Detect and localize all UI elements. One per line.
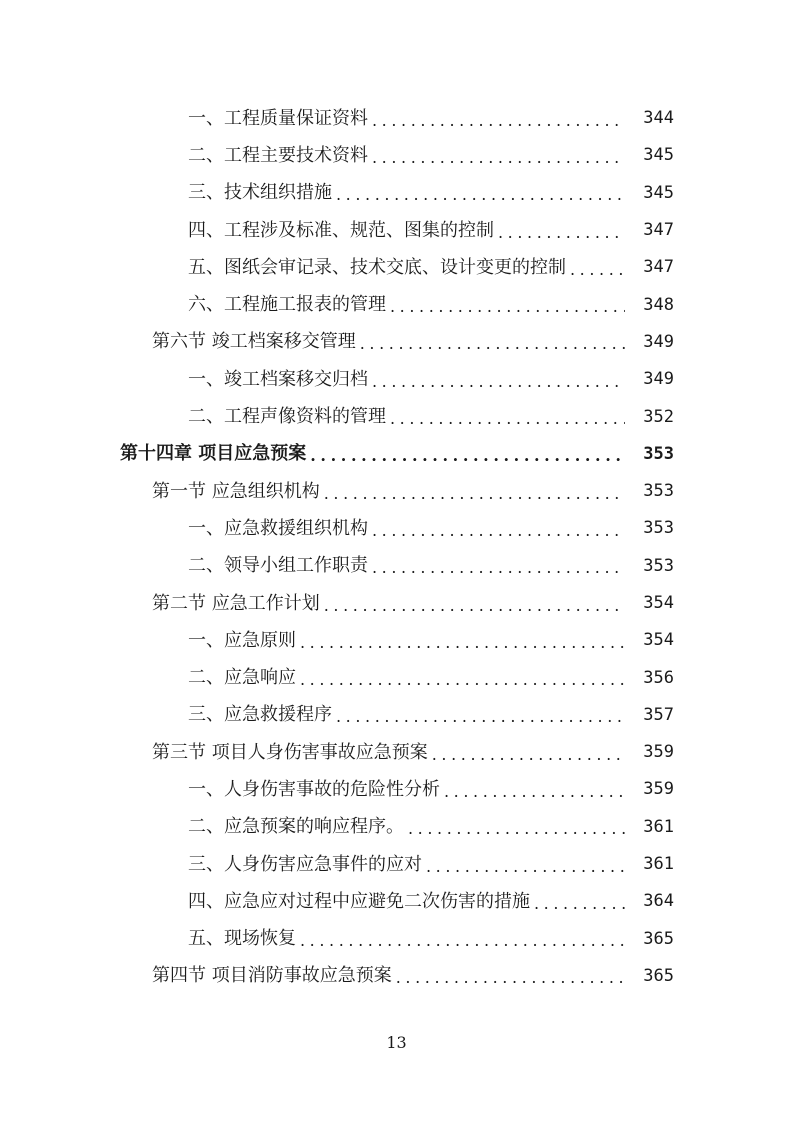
toc-entry-item[interactable]: [0, 659, 793, 696]
dot-leader: [372, 113, 625, 129]
dot-leader: [396, 970, 625, 986]
toc-entry-page: 347: [643, 220, 674, 241]
dot-leader: [444, 784, 625, 800]
dot-leader: [300, 635, 625, 651]
toc-entry-item[interactable]: [0, 697, 793, 734]
toc-entry-page: 354: [643, 630, 674, 651]
dot-leader: [372, 374, 625, 390]
toc-entry-title: 二、工程声像资料的管理: [188, 406, 386, 428]
toc-entry-title: 第二节 应急工作计划: [152, 592, 320, 614]
toc-entry-title: 五、图纸会审记录、技术交底、设计变更的控制: [188, 256, 566, 278]
toc-entry-title: 二、应急响应: [188, 667, 296, 689]
toc-entry-item[interactable]: [0, 622, 793, 659]
toc-entry-item[interactable]: [0, 510, 793, 547]
toc-entry-item[interactable]: [0, 921, 793, 958]
dot-leader: [372, 150, 625, 166]
toc-entry-item[interactable]: [0, 286, 793, 323]
dot-leader: [408, 821, 625, 837]
toc-entry-page: 365: [643, 928, 674, 949]
toc-entry-section[interactable]: [0, 958, 793, 995]
toc-entry-page: 359: [643, 779, 674, 800]
toc-entry-page: 356: [643, 667, 674, 688]
dot-leader: [498, 225, 625, 241]
toc-entry-title: 一、应急救援组织机构: [188, 517, 368, 539]
toc-entry-item[interactable]: [0, 137, 793, 174]
dot-leader: [336, 709, 625, 725]
toc-entry-title: 三、应急救援程序: [188, 704, 332, 726]
toc-entry-page: 347: [643, 257, 674, 278]
toc-entry-title: 四、工程涉及标准、规范、图集的控制: [188, 219, 494, 241]
dot-leader: [390, 411, 625, 427]
table-of-contents: [0, 100, 793, 995]
page-number: 13: [386, 1033, 407, 1052]
toc-entry-page: 345: [643, 182, 674, 203]
toc-entry-page: 353: [643, 481, 674, 502]
dot-leader: [336, 187, 625, 203]
toc-entry-section[interactable]: [0, 473, 793, 510]
toc-entry-item[interactable]: [0, 548, 793, 585]
toc-entry-item[interactable]: [0, 361, 793, 398]
toc-entry-title: 三、技术组织措施: [188, 182, 332, 204]
toc-entry-item[interactable]: [0, 249, 793, 286]
dot-leader: [372, 560, 625, 576]
dot-leader: [324, 486, 625, 502]
toc-entry-page: 354: [643, 593, 674, 613]
toc-entry-page: 349: [643, 369, 674, 390]
toc-entry-item[interactable]: [0, 175, 793, 212]
dot-leader: [310, 448, 625, 464]
toc-entry-title: 第四节 项目消防事故应急预案: [152, 965, 392, 987]
toc-entry-chapter[interactable]: [0, 436, 793, 473]
toc-entry-title: 第六节 竣工档案移交管理: [152, 331, 356, 353]
toc-entry-section[interactable]: [0, 734, 793, 771]
toc-entry-page: 361: [643, 854, 674, 875]
toc-entry-title: 三、人身伤害应急事件的应对: [188, 853, 422, 875]
dot-leader: [534, 896, 625, 912]
toc-entry-item[interactable]: [0, 398, 793, 435]
toc-entry-page: 353: [643, 555, 674, 576]
toc-entry-page: 357: [643, 704, 674, 725]
toc-entry-title: 二、工程主要技术资料: [188, 144, 368, 166]
toc-entry-title: 一、竣工档案移交归档: [188, 368, 368, 390]
toc-entry-title: 五、现场恢复: [188, 928, 296, 950]
toc-entry-title: 一、工程质量保证资料: [188, 107, 368, 129]
toc-entry-item[interactable]: [0, 809, 793, 846]
toc-entry-item[interactable]: [0, 100, 793, 137]
toc-entry-page: 344: [643, 108, 674, 129]
toc-entry-page: 345: [643, 145, 674, 166]
toc-entry-page: 353: [643, 443, 674, 464]
toc-entry-title: 一、人身伤害事故的危险性分析: [188, 778, 440, 800]
toc-entry-page: 352: [643, 406, 674, 427]
toc-entry-title: 二、应急预案的响应程序。: [188, 816, 404, 838]
dot-leader: [570, 262, 625, 278]
dot-leader: [432, 747, 625, 763]
toc-entry-page: 353: [643, 518, 674, 539]
toc-entry-page: 364: [643, 891, 674, 912]
toc-entry-page: 361: [643, 816, 674, 837]
toc-entry-page: 365: [643, 965, 674, 986]
toc-entry-section[interactable]: [0, 324, 793, 361]
toc-entry-item[interactable]: [0, 212, 793, 249]
toc-entry-item[interactable]: [0, 846, 793, 883]
toc-entry-title: 第十四章 项目应急预案: [120, 443, 307, 465]
toc-entry-title: 第一节 应急组织机构: [152, 480, 320, 502]
toc-entry-title: 二、领导小组工作职责: [188, 555, 368, 577]
dot-leader: [360, 336, 625, 352]
toc-entry-title: 第三节 项目人身伤害事故应急预案: [152, 741, 428, 763]
dot-leader: [300, 933, 625, 949]
dot-leader: [300, 672, 625, 688]
toc-entry-item[interactable]: [0, 771, 793, 808]
toc-entry-page: 349: [643, 331, 674, 352]
dot-leader: [372, 523, 625, 539]
toc-entry-title: 四、应急应对过程中应避免二次伤害的措施: [188, 890, 530, 912]
toc-entry-section[interactable]: [0, 585, 793, 622]
toc-entry-page: 348: [643, 294, 674, 315]
dot-leader: [426, 859, 625, 875]
dot-leader: [324, 598, 625, 614]
dot-leader: [390, 299, 625, 315]
toc-entry-title: 一、应急原则: [188, 629, 296, 651]
toc-entry-item[interactable]: [0, 883, 793, 920]
toc-entry-title: 六、工程施工报表的管理: [188, 294, 386, 316]
toc-entry-page: 359: [643, 742, 674, 763]
